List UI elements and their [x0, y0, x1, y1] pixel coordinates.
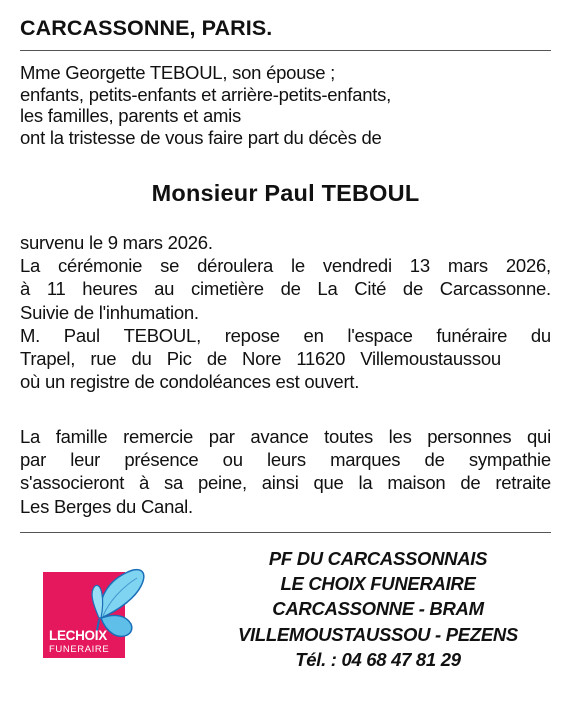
word: mars [447, 255, 488, 277]
word: leur [70, 449, 101, 471]
word: que [313, 472, 344, 494]
word: retraite [495, 472, 551, 494]
word: en [303, 324, 324, 346]
le-choix-funeraire-logo [43, 568, 169, 660]
word: 13 [409, 255, 430, 277]
details-line [20, 277, 551, 300]
funeral-home-phone: Tél. : 04 68 47 81 29 [295, 648, 461, 670]
word: maison [387, 472, 446, 494]
word: Paul [63, 324, 100, 346]
word: de [424, 449, 445, 471]
funeral-home-locations: VILLEMOUSTAUSSOU - PEZENS [238, 623, 518, 645]
thanks-line [20, 448, 551, 471]
word: La [20, 426, 41, 447]
intro-line: enfants, petits-enfants et arrière-petits-enfants, [20, 83, 392, 105]
word: marques [330, 449, 401, 471]
word: repose [224, 324, 280, 346]
word: 11620 [296, 348, 346, 370]
word: cimetière [190, 278, 264, 300]
word: funéraire [436, 324, 508, 346]
word: peine, [197, 472, 247, 494]
word: TEBOUL, [123, 324, 201, 346]
word: avance [250, 426, 309, 447]
funeral-home-name: PF DU CARCASSONNAIS [268, 548, 488, 569]
word: par [20, 449, 46, 471]
word: M. [20, 324, 41, 346]
word: 2026, [505, 255, 551, 277]
top-divider [20, 50, 551, 51]
thanks-paragraph [20, 425, 551, 518]
word: sa [164, 472, 184, 494]
thanks-line: Les Berges du Canal. [20, 495, 193, 517]
intro-paragraph [20, 62, 551, 148]
word: Carcassonne. [439, 278, 551, 300]
logo-text: LECHOIX [49, 628, 107, 643]
word: l'espace [347, 324, 413, 346]
word: personnes [427, 426, 512, 447]
deceased-name: Monsieur Paul TEBOUL [151, 180, 420, 206]
thanks-line [20, 425, 551, 448]
word: 11 [46, 278, 66, 300]
word: déroulera [197, 255, 274, 277]
word: de [460, 472, 481, 494]
logo-text: FUNERAIRE [49, 644, 110, 655]
funeral-home-locations: CARCASSONNE - BRAM [272, 598, 484, 620]
word: le [291, 255, 305, 277]
details-line: où un registre de condoléances est ouvert. [20, 371, 360, 393]
word: qui [527, 426, 551, 447]
word: vendredi [322, 255, 392, 277]
word: Villemoustaussou [360, 348, 501, 370]
word: ainsi [261, 472, 299, 494]
word: la [358, 472, 373, 494]
word: présence [124, 449, 199, 471]
word: de [402, 278, 423, 300]
word: de [206, 348, 227, 370]
word: du [530, 324, 551, 346]
word: La [317, 278, 338, 300]
word: s'associeront [20, 472, 125, 494]
word: au [154, 278, 175, 300]
word: par [208, 426, 235, 447]
word: du [131, 348, 152, 370]
word: Cité [354, 278, 387, 300]
word: Trapel, [20, 348, 76, 370]
word: sympathie [468, 449, 551, 471]
word: à [139, 472, 150, 494]
word: leurs [266, 449, 306, 471]
word: les [388, 426, 412, 447]
word: toutes [324, 426, 374, 447]
word: famille [55, 426, 108, 447]
details-line [20, 324, 551, 347]
thanks-line [20, 471, 551, 494]
word: heures [82, 278, 138, 300]
word: Nore [242, 348, 282, 370]
intro-line: Mme Georgette TEBOUL, son épouse ; [20, 62, 336, 83]
funeral-home-block [218, 546, 538, 672]
word: Pic [166, 348, 192, 370]
word: à [20, 278, 31, 300]
word: se [160, 255, 180, 277]
word: cérémonie [58, 255, 143, 277]
word: ou [222, 449, 243, 471]
details-line: Suivie de l'inhumation. [20, 301, 199, 323]
details-paragraph [20, 231, 551, 393]
word: de [280, 278, 301, 300]
logo-graphic [43, 568, 169, 660]
word: La [20, 255, 41, 277]
details-line: survenu le 9 mars 2026. [20, 232, 213, 253]
word: rue [90, 348, 117, 370]
details-line [20, 254, 551, 277]
word: remercie [123, 426, 194, 447]
intro-line: ont la tristesse de vous faire part du décès de [20, 126, 382, 148]
funeral-home-brand: LE CHOIX FUNERAIRE [280, 573, 476, 595]
bottom-divider [20, 532, 551, 533]
obituary-notice [20, 0, 551, 707]
intro-line: les familles, parents et amis [20, 105, 242, 126]
details-line [20, 347, 501, 370]
page-title: CARCASSONNE, PARIS. [20, 16, 273, 40]
